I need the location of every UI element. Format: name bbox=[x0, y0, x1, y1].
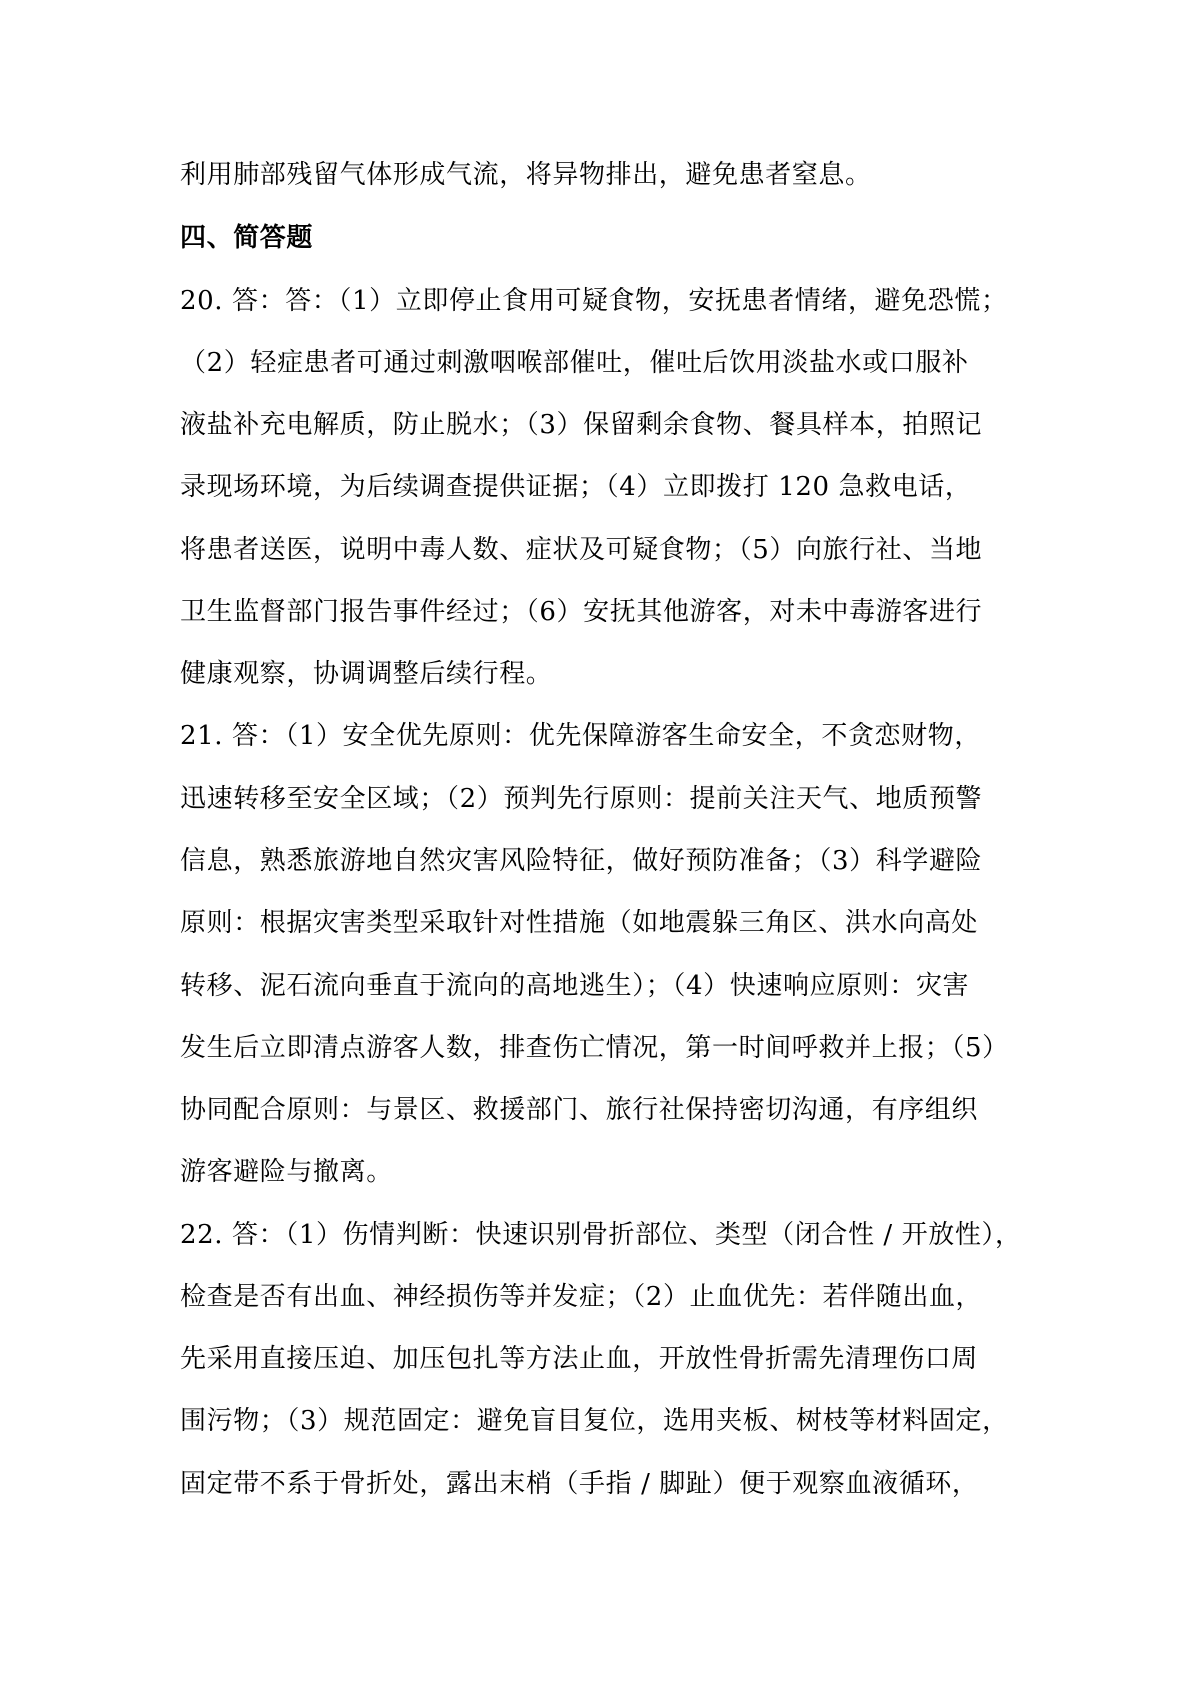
answer-21-line: 转移、泥石流向垂直于流向的高地逃生）；（4）快速响应原则：灾害 bbox=[180, 971, 970, 1001]
answer-20-line: 卫生监督部门报告事件经过；（6）安抚其他游客，对未中毒游客进行 bbox=[180, 597, 983, 627]
answer-20-line: 健康观察，协调调整后续行程。 bbox=[180, 659, 553, 689]
answer-21-line: 原则：根据灾害类型采取针对性措施（如地震躲三角区、洪水向高处 bbox=[180, 908, 979, 938]
answer-20-line: 液盐补充电解质，防止脱水；（3）保留剩余食物、餐具样本，拍照记 bbox=[180, 410, 983, 440]
answer-20-line: 将患者送医，说明中毒人数、症状及可疑食物；（5）向旅行社、当地 bbox=[180, 535, 983, 565]
answer-21-line: 发生后立即清点游客人数，排查伤亡情况，第一时间呼救并上报；（5） bbox=[180, 1033, 1009, 1063]
answer-20-line: 20. 答：答：（1）立即停止食用可疑食物，安抚患者情绪，避免恐慌； bbox=[180, 286, 1008, 316]
answer-20-line: （2）轻症患者可通过刺激咽喉部催吐，催吐后饮用淡盐水或口服补 bbox=[180, 348, 969, 378]
answer-21-line: 信息，熟悉旅游地自然灾害风险特征，做好预防准备；（3）科学避险 bbox=[180, 846, 983, 876]
answer-22-line: 围污物；（3）规范固定：避免盲目复位，选用夹板、树枝等材料固定， bbox=[180, 1406, 1009, 1436]
answer-21-line: 协同配合原则：与景区、救援部门、旅行社保持密切沟通，有序组织 bbox=[180, 1095, 979, 1125]
answer-22-line: 22. 答：（1）伤情判断：快速识别骨折部位、类型（闭合性 / 开放性）， bbox=[180, 1220, 1022, 1250]
answer-21-line: 21. 答：（1）安全优先原则：优先保障游客生命安全，不贪恋财物， bbox=[180, 721, 981, 751]
section-heading: 四、简答题 bbox=[180, 223, 314, 253]
answer-22-line: 固定带不系于骨折处，露出末梢（手指 / 脚趾）便于观察血液循环， bbox=[180, 1469, 979, 1499]
answer-21-line: 迅速转移至安全区域；（2）预判先行原则：提前关注天气、地质预警 bbox=[180, 784, 983, 814]
answer-22-line: 先采用直接压迫、加压包扎等方法止血，开放性骨折需先清理伤口周 bbox=[180, 1344, 979, 1374]
answer-22-line: 检查是否有出血、神经损伤等并发症；（2）止血优先：若伴随出血， bbox=[180, 1282, 983, 1312]
paragraph-line: 利用肺部残留气体形成气流，将异物排出，避免患者窒息。 bbox=[180, 160, 872, 190]
answer-21-line: 游客避险与撤离。 bbox=[180, 1157, 393, 1187]
answer-20-line: 录现场环境，为后续调查提供证据；（4）立即拨打 120 急救电话， bbox=[180, 472, 972, 502]
